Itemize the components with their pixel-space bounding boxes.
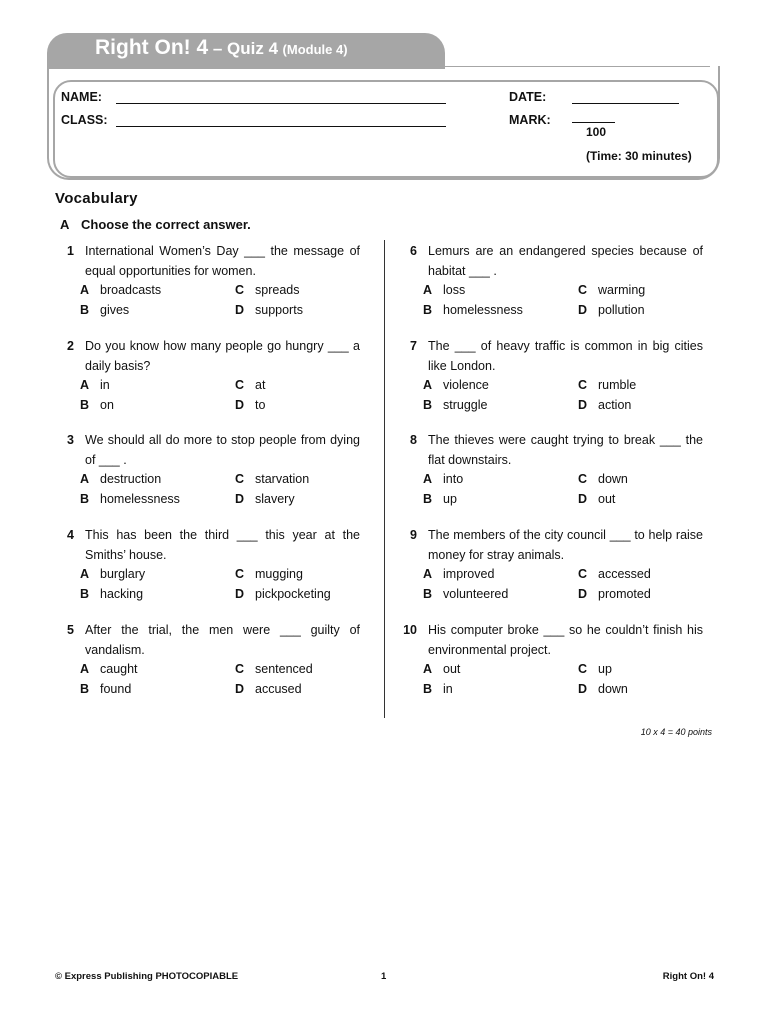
date-field[interactable]: [572, 103, 679, 104]
question-text: The thieves were caught trying to break ___ the flat downstairs.: [428, 433, 703, 467]
mark-field[interactable]: [572, 122, 615, 123]
question-text: International Women’s Day ___ the message of equal opportunities for women.: [85, 244, 360, 278]
option-text: action: [598, 397, 632, 412]
option-text: broadcasts: [100, 283, 162, 297]
mark-label: MARK:: [509, 113, 551, 127]
question-number: 5: [67, 623, 74, 637]
question-text: After the trial, the men were ___ guilty of vandalism.: [85, 623, 360, 657]
option-letter: B: [80, 397, 90, 412]
option-letter: B: [423, 491, 433, 506]
option-text: in: [100, 378, 110, 392]
option-letter: C: [235, 472, 245, 486]
option-letter: B: [80, 586, 90, 601]
option-text: homelessness: [100, 491, 180, 506]
option-text: to: [255, 397, 266, 412]
option-letter: A: [423, 472, 433, 486]
question-number: 9: [410, 528, 417, 542]
option-text: starvation: [255, 472, 310, 486]
option-letter: C: [578, 283, 588, 297]
question-8: [403, 431, 703, 521]
option-letter: D: [235, 302, 245, 317]
option-letter: D: [578, 302, 588, 317]
option-text: homelessness: [443, 302, 523, 317]
option-text: down: [598, 472, 628, 486]
question-text: His computer broke ___ so he couldn’t finish his environmental project.: [428, 623, 703, 657]
option-text: up: [598, 662, 612, 676]
date-label: DATE:: [509, 90, 547, 104]
question-number: 1: [67, 244, 74, 258]
option-letter: A: [423, 567, 433, 581]
name-field[interactable]: [116, 103, 446, 104]
option-letter: A: [423, 662, 433, 676]
footer-page-number: 1: [381, 971, 387, 982]
option-text: at: [255, 378, 266, 392]
question-1: [60, 242, 360, 332]
question-text: The ___ of heavy traffic is common in big cities like London.: [428, 339, 703, 373]
option-letter: A: [80, 378, 90, 392]
option-letter: B: [423, 681, 433, 696]
option-letter: D: [235, 491, 245, 506]
question-number: 4: [67, 528, 74, 542]
option-text: hacking: [100, 586, 144, 601]
option-text: promoted: [598, 586, 651, 601]
mark-total: 100: [586, 125, 607, 139]
header-box: [53, 80, 719, 178]
option-letter: C: [578, 567, 588, 581]
option-text: struggle: [443, 397, 488, 412]
quiz-title: [95, 36, 348, 60]
question-2: [60, 337, 360, 427]
option-text: spreads: [255, 283, 300, 297]
option-text: improved: [443, 567, 495, 581]
option-letter: D: [235, 586, 245, 601]
option-text: loss: [443, 283, 466, 297]
option-text: out: [598, 491, 616, 506]
class-field[interactable]: [116, 126, 446, 127]
option-text: in: [443, 681, 453, 696]
option-letter: C: [235, 662, 245, 676]
option-text: found: [100, 681, 132, 696]
option-text: rumble: [598, 378, 637, 392]
points-note: 10 x 4 = 40 points: [640, 727, 712, 737]
part-letter: A: [60, 217, 70, 232]
option-text: supports: [255, 302, 303, 317]
option-text: sentenced: [255, 662, 313, 676]
question-4: [60, 526, 360, 616]
option-letter: D: [578, 586, 588, 601]
option-letter: B: [80, 491, 90, 506]
option-text: violence: [443, 378, 489, 392]
option-letter: C: [578, 662, 588, 676]
instruction: Choose the correct answer.: [81, 217, 251, 232]
question-number: 3: [67, 433, 74, 447]
option-letter: C: [578, 378, 588, 392]
question-number: 6: [410, 244, 417, 258]
quiz-label: – Quiz 4: [208, 39, 279, 58]
option-letter: C: [235, 567, 245, 581]
option-letter: B: [423, 397, 433, 412]
footer-book-title: Right On! 4: [662, 971, 714, 982]
option-text: pickpocketing: [255, 586, 331, 601]
question-5: [60, 621, 360, 711]
option-letter: C: [235, 378, 245, 392]
option-letter: B: [80, 681, 90, 696]
option-text: burglary: [100, 567, 146, 581]
column-divider: [384, 240, 385, 718]
option-letter: D: [578, 681, 588, 696]
question-number: 8: [410, 433, 417, 447]
question-6: [403, 242, 703, 332]
question-text: We should all do more to stop people from dying of ___ .: [85, 433, 360, 467]
question-10: [403, 621, 703, 711]
option-text: caught: [100, 662, 138, 676]
option-letter: C: [235, 283, 245, 297]
question-text: This has been the third ___ this year at the Smiths’ house.: [85, 528, 360, 562]
option-text: on: [100, 397, 114, 412]
option-text: accessed: [598, 567, 651, 581]
option-letter: D: [235, 397, 245, 412]
option-text: gives: [100, 302, 130, 317]
option-letter: A: [80, 567, 90, 581]
option-text: slavery: [255, 491, 295, 506]
time-limit: (Time: 30 minutes): [586, 149, 692, 163]
option-text: accused: [255, 681, 302, 696]
question-9: [403, 526, 703, 616]
question-number: 7: [410, 339, 417, 353]
question-text: Lemurs are an endangered species because of habitat ___ .: [428, 244, 703, 278]
option-letter: A: [423, 378, 433, 392]
option-text: up: [443, 491, 457, 506]
option-text: destruction: [100, 472, 162, 486]
option-letter: D: [578, 397, 588, 412]
question-number: 10: [403, 623, 417, 637]
name-label: NAME:: [61, 90, 102, 104]
option-letter: B: [423, 302, 433, 317]
option-text: warming: [598, 283, 646, 297]
question-text: The members of the city council ___ to help raise money for stray animals.: [428, 528, 703, 562]
question-text: Do you know how many people go hungry ___ a daily basis?: [85, 339, 360, 373]
module-label: (Module 4): [282, 42, 348, 57]
option-text: into: [443, 472, 464, 486]
option-letter: C: [578, 472, 588, 486]
option-letter: A: [80, 283, 90, 297]
section-title: Vocabulary: [55, 190, 138, 207]
option-letter: B: [80, 302, 90, 317]
option-text: pollution: [598, 302, 645, 317]
option-letter: D: [578, 491, 588, 506]
option-letter: B: [423, 586, 433, 601]
class-label: CLASS:: [61, 113, 108, 127]
option-letter: A: [80, 472, 90, 486]
footer-copyright: © Express Publishing PHOTOCOPIABLE: [55, 971, 239, 982]
question-7: [403, 337, 703, 427]
book-title: Right On! 4: [95, 36, 209, 59]
option-letter: D: [235, 681, 245, 696]
option-text: volunteered: [443, 586, 509, 601]
option-text: out: [443, 662, 461, 676]
question-number: 2: [67, 339, 74, 353]
option-letter: A: [80, 662, 90, 676]
question-3: [60, 431, 360, 521]
option-text: mugging: [255, 567, 303, 581]
option-letter: A: [423, 283, 433, 297]
option-text: down: [598, 681, 628, 696]
